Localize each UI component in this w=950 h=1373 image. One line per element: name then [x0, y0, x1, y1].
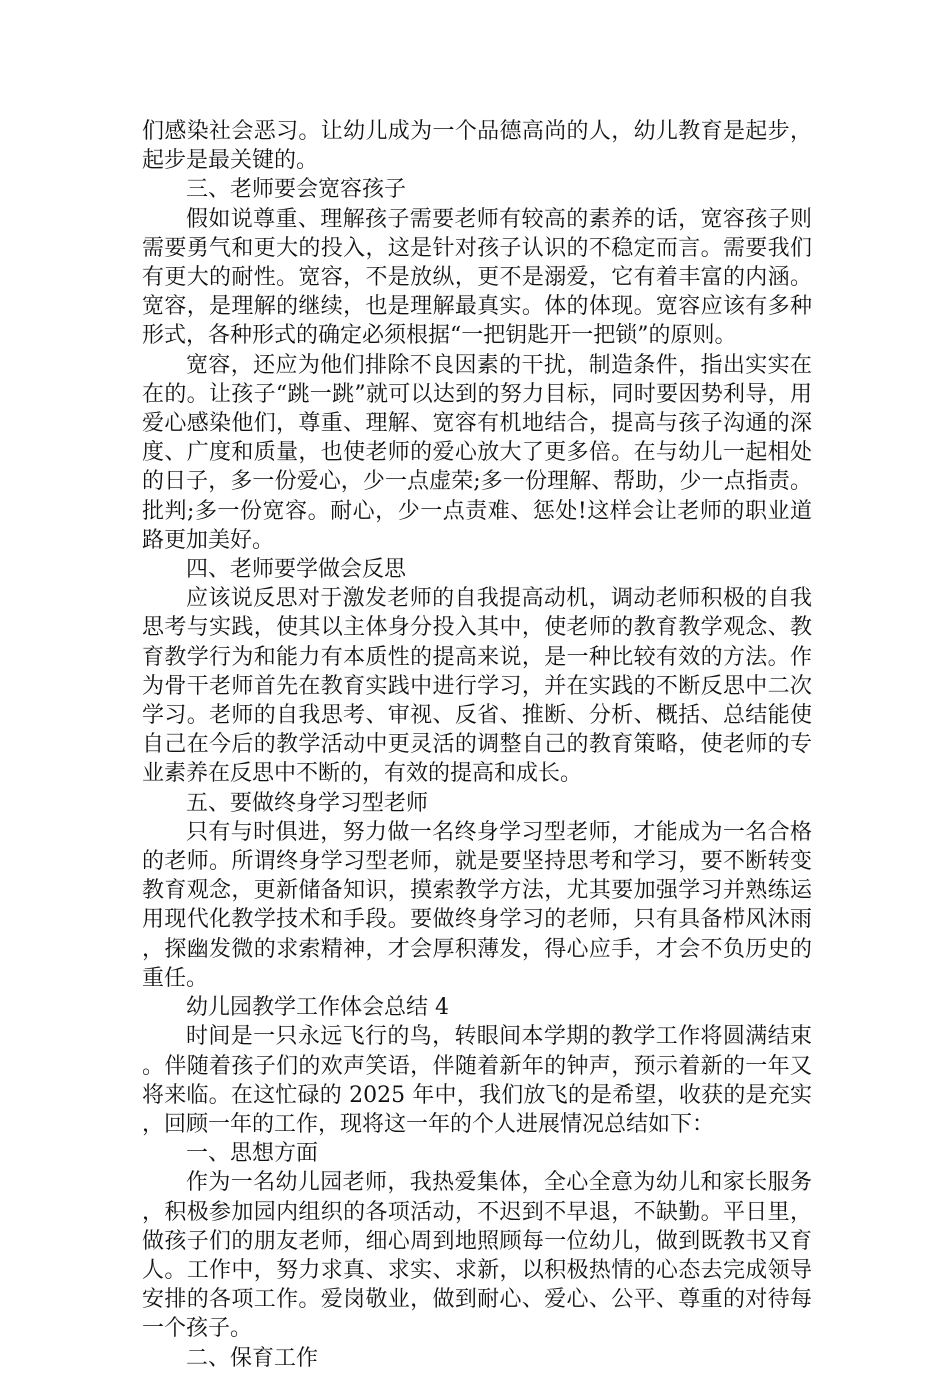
paragraph: 假如说尊重、理解孩子需要老师有较高的素养的话，宽容孩子则需要勇气和更大的投入，这是针对孩子认识的不稳定而言。需要我们有更大的耐性。宽容，不是放纵，更不是溺爱，它有着丰富的内涵。宽容，是理解的继续，也是理解最真实。体的体现。宽容应该有多种形式，各种形式的确定必须根据“一把钥匙开一把锁”的原则。 [142, 206, 812, 349]
section-heading-3: 三、老师要会宽容孩子 [186, 177, 407, 203]
paragraph: 宽容，还应为他们排除不良因素的干扰，制造条件，指出实实在在的。让孩子“跳一跳”就可以达到的努力目标，同时要因势利导，用爱心感染他们，尊重、理解、宽容有机地结合，提高与孩子沟通的深度、广度和质量，也使老师的爱心放大了更多倍。在与幼儿一起相处的日子，多一份爱心，少一点虚荣;多一份理解、帮助，少一点指责。批判;多一份宽容。耐心，少一点责难、惩处!这样会让老师的职业道路更加美好。 [142, 352, 812, 553]
paragraph: 应该说反思对于激发老师的自我提高动机，调动老师积极的自我思考与实践，使其以主体身分投入其中，使老师的教育教学观念、教育教学行为和能力有本质性的提高来说，是一种比较有效的方法。作为骨干老师首先在教育实践中进行学习，并在实践的不断反思中二次学习。老师的自我思考、审视、反省、推断、分析、概括、总结能使自己在今后的教学活动中更灵活的调整自己的教育策略，使老师的专业素养在反思中不断的，有效的提高和成长。 [142, 586, 812, 787]
paragraph: 作为一名幼儿园老师，我热爱集体，全心全意为幼儿和家长服务，积极参加园内组织的各项活动，不迟到不早退，不缺勤。平日里，做孩子们的朋友老师，细心周到地照顾每一位幼儿，做到既教书又育人。工作中，努力求真、求实、求新，以积极热情的心态去完成领导安排的各项工作。爱岗敬业，做到耐心、爱心、公平、尊重的对待每一个孩子。 [142, 1170, 812, 1342]
paragraph-continuation: 们感染社会恶习。让幼儿成为一个品德高尚的人，幼儿教育是起步，起步是最关键的。 [142, 119, 812, 174]
section-heading-5: 五、要做终身学习型老师 [186, 790, 429, 816]
paragraph: 只有与时俱进，努力做一名终身学习型老师，才能成为一名合格的老师。所谓终身学习型老师，就是要坚持思考和学习，要不断转变教育观念，更新储备知识，摸索教学方法，尤其要加强学习并熟练运用现代化教学技术和手段。要做终身学习的老师，只有具备栉风沐雨，探幽发微的求索精神，才会厚积薄发，得心应手，才会不负历史的重任。 [142, 819, 812, 991]
section-heading-2: 二、保育工作 [186, 1345, 319, 1371]
section-heading-1: 一、思想方面 [186, 1141, 319, 1167]
document-body [142, 117, 812, 1373]
section-heading-4: 四、老师要学做会反思 [186, 557, 407, 583]
paragraph: 时间是一只永远飞行的鸟，转眼间本学期的教学工作将圆满结束。伴随着孩子们的欢声笑语，伴随着新年的钟声，预示着新的一年又将来临。在这忙碌的 2025 年中，我们放飞的是希望，收获的是充实，回顾一年的工作，现将这一年的个人进展情况总结如下： [142, 1024, 812, 1137]
article-title: 幼儿园教学工作体会总结 4 [186, 995, 449, 1021]
